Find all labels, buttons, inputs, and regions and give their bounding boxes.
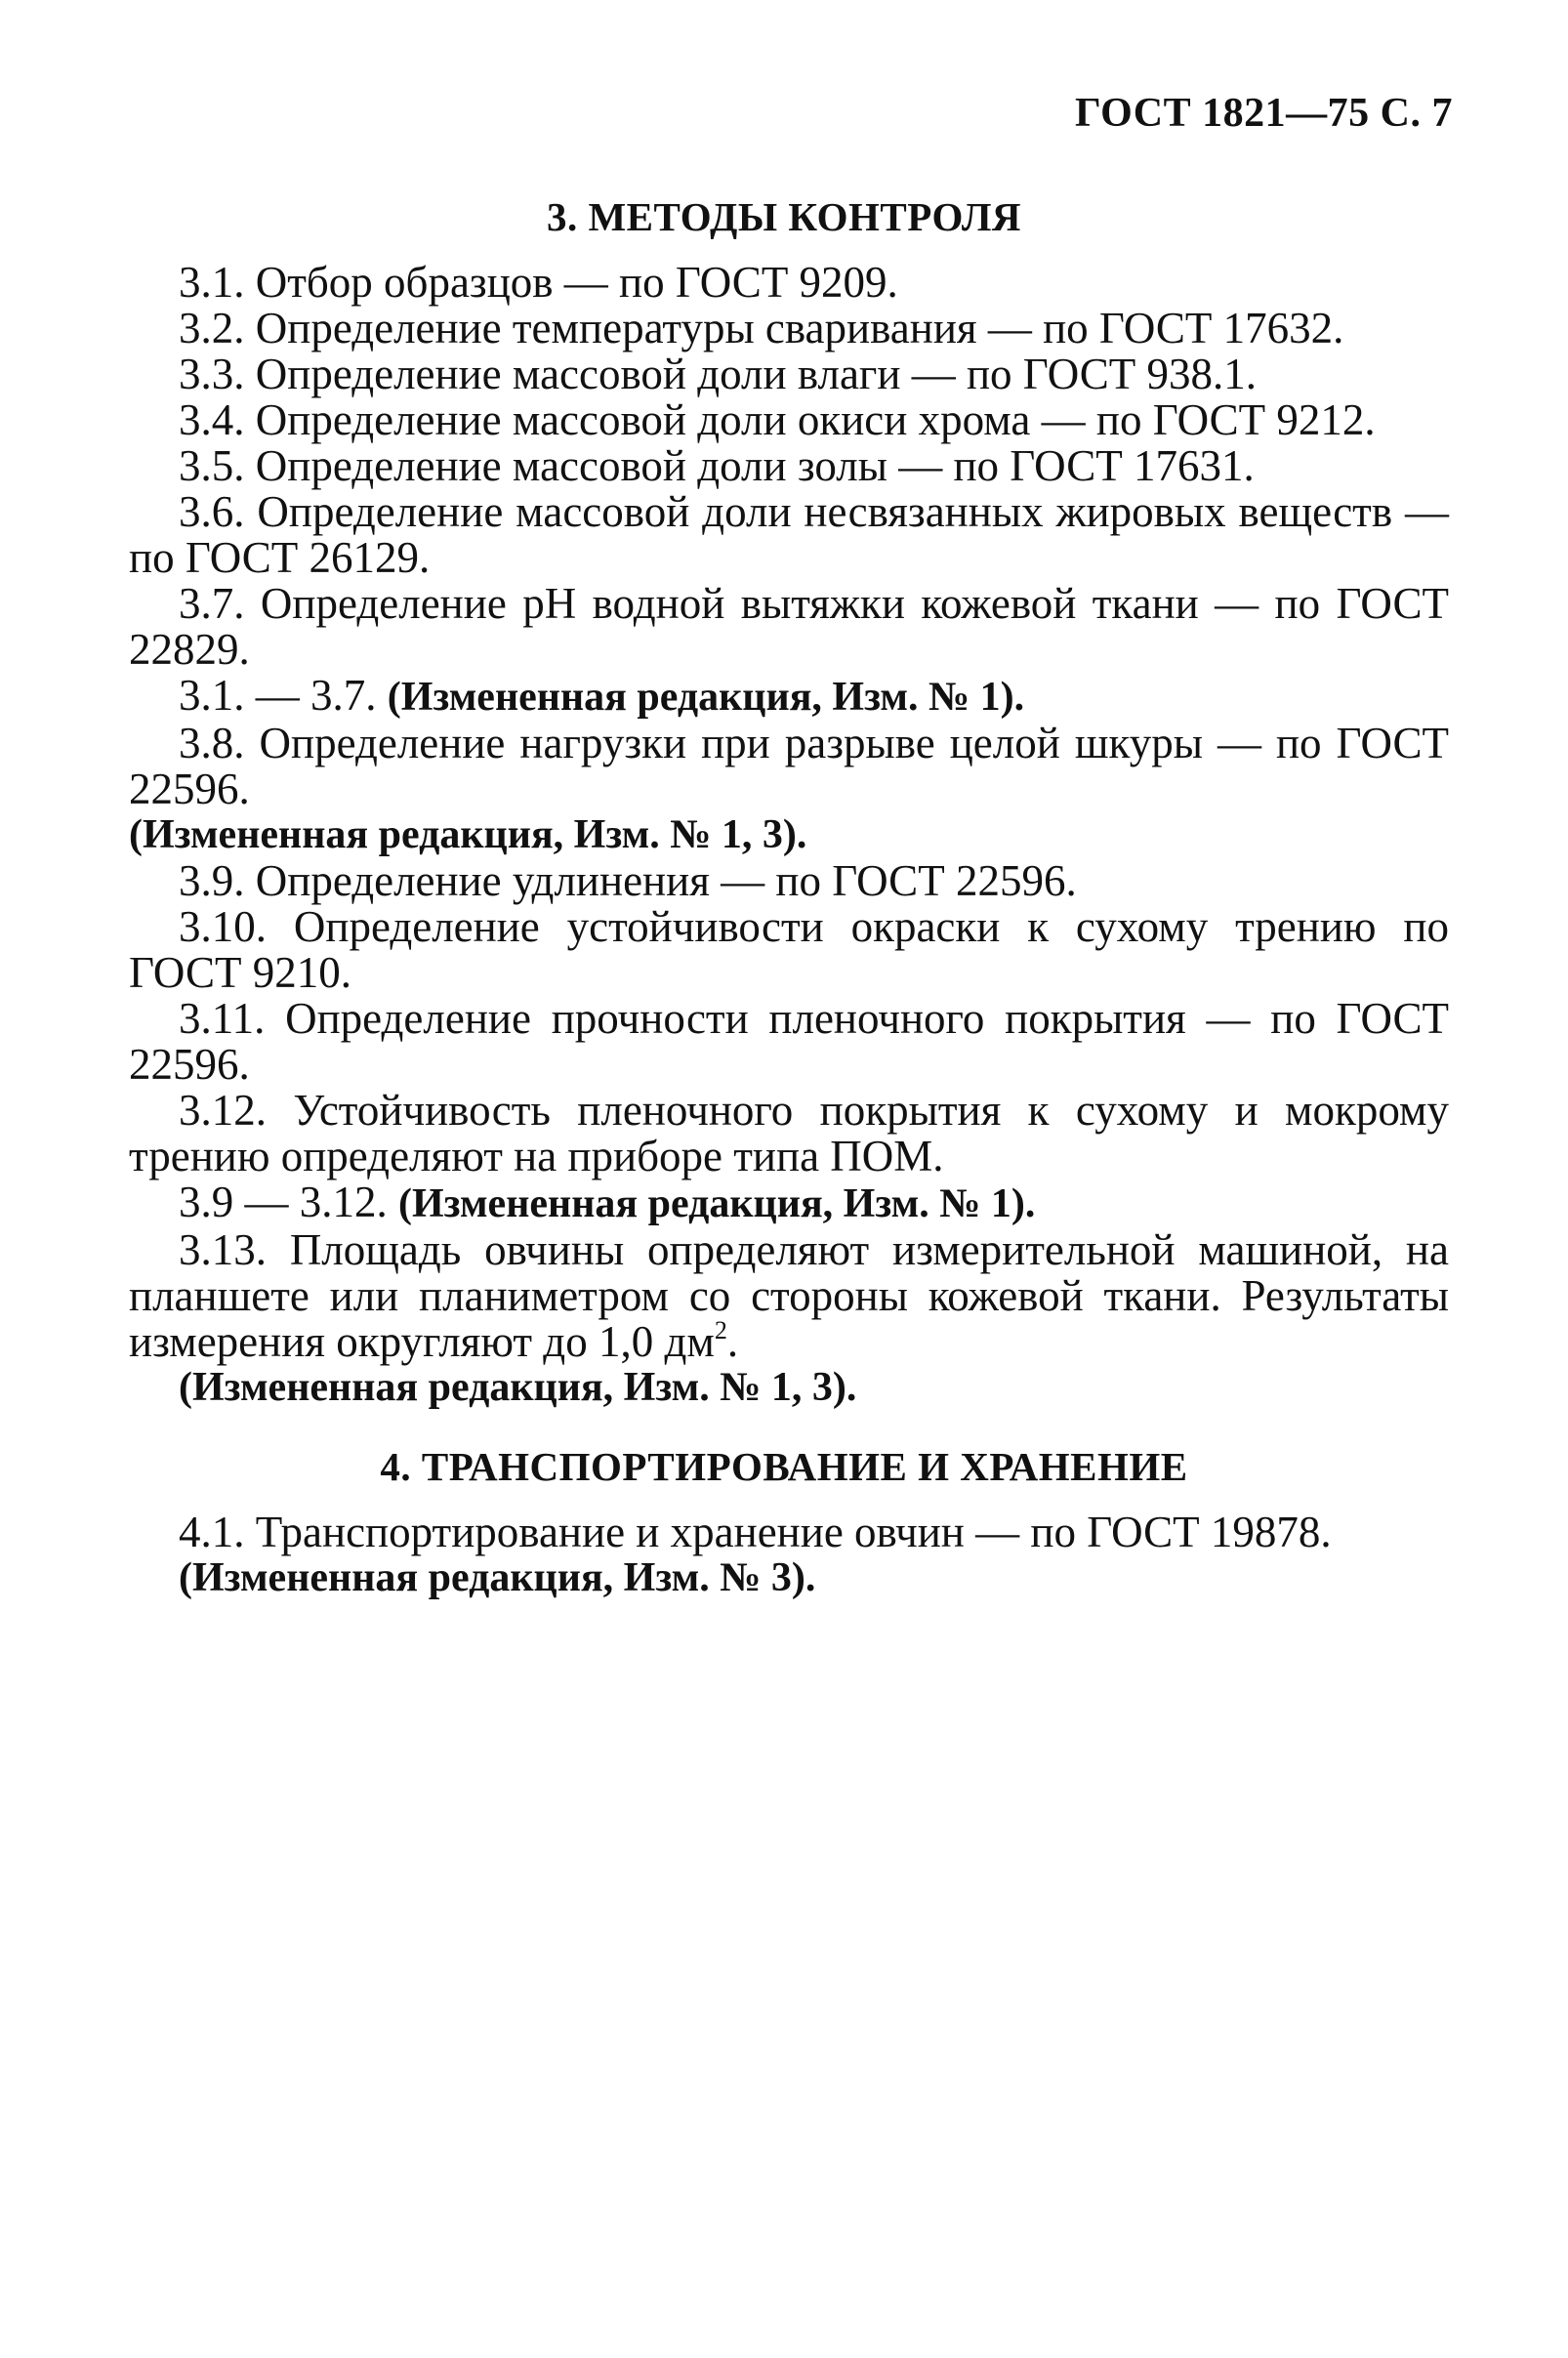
section-3-heading: 3. МЕТОДЫ КОНТРОЛЯ [546,194,1022,239]
item-3-7: 3.7. Определение рН водной вытяжки кожевой ткани — по ГОСТ 22829. [129,579,1449,674]
item-3-6: 3.6. Определение массовой доли несвязанных жировых веществ — по ГОСТ 26129. [129,487,1449,582]
section-4-body [129,1510,1449,1601]
amendment-note-4-1: (Измененная редакция, Изм. № 3). [179,1555,816,1600]
amendment-range: 3.9 — 3.12. [179,1178,388,1226]
amendment-note-3-8: (Измененная редакция, Изм. № 1, 3). [129,812,807,857]
item-3-9: 3.9. Определение удлинения — по ГОСТ 22596. [179,856,1077,905]
item-3-13-text: 3.13. Площадь овчины определяют измерительной машиной, на планшете или планиметром со стороны кожевой ткани. Результаты измерения округляют до 1,0 дм [129,1225,1449,1366]
amendment-note-3-1-3-7 [129,673,1449,721]
item-3-13 [129,1227,1449,1365]
amendment-text: (Измененная редакция, Изм. № 1). [387,675,1025,720]
superscript-two: 2 [714,1316,727,1344]
item-3-5: 3.5. Определение массовой доли золы — по ГОСТ 17631. [179,441,1255,490]
page-header: ГОСТ 1821—75 С. 7 [1074,91,1453,136]
item-3-8: 3.8. Определение нагрузки при разрыве целой шкуры — по ГОСТ 22596. [129,719,1449,813]
item-3-11: 3.11. Определение прочности пленочного покрытия — по ГОСТ 22596. [129,994,1449,1089]
item-3-2: 3.2. Определение температуры сваривания — по ГОСТ 17632. [179,304,1344,352]
item-4-1: 4.1. Транспортирование и хранение овчин — по ГОСТ 19878. [179,1508,1332,1556]
amendment-text: (Измененная редакция, Изм. № 1). [398,1181,1036,1226]
item-3-10: 3.10. Определение устойчивости окраски к сухому трению по ГОСТ 9210. [129,902,1449,997]
section-4-heading: 4. ТРАНСПОРТИРОВАНИЕ И ХРАНЕНИЕ [380,1444,1188,1489]
item-3-3: 3.3. Определение массовой доли влаги — по ГОСТ 938.1. [179,350,1257,398]
item-3-12: 3.12. Устойчивость пленочного покрытия к сухому и мокрому трению определяют на приборе типа ПОМ. [129,1086,1449,1180]
item-3-4: 3.4. Определение массовой доли окиси хрома — по ГОСТ 9212. [179,395,1376,444]
amendment-note-3-9-3-12 [129,1179,1449,1227]
item-3-1: 3.1. Отбор образцов — по ГОСТ 9209. [179,258,898,307]
item-3-13-end: . [726,1317,739,1366]
amendment-note-3-13: (Измененная редакция, Изм. № 1, 3). [179,1365,857,1410]
section-3-body [129,260,1449,1411]
amendment-range: 3.1. — 3.7. [179,671,377,720]
